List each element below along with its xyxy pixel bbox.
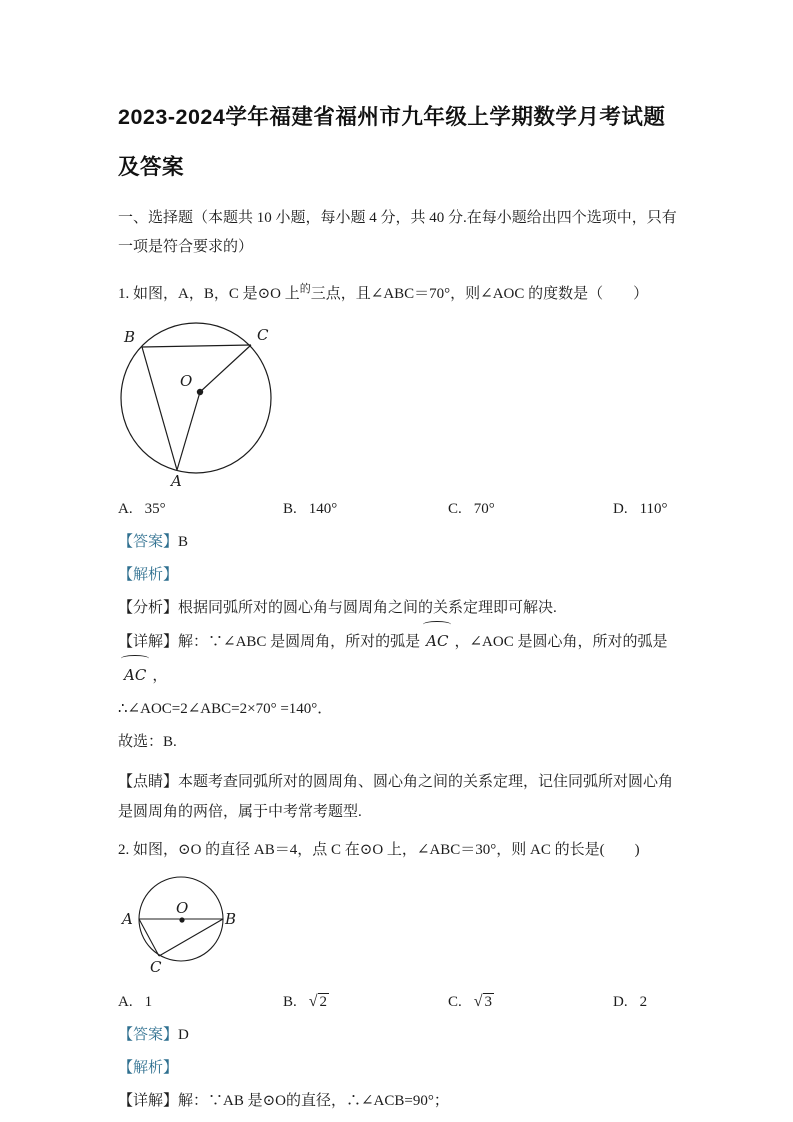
point-label-A: A bbox=[171, 472, 182, 488]
option-value: 2 bbox=[639, 994, 648, 1010]
option-q2-c bbox=[448, 991, 613, 1013]
point-label-C: C bbox=[257, 326, 269, 344]
question-1-stem bbox=[118, 277, 684, 306]
option-q2-b bbox=[283, 991, 448, 1013]
option-value: 140° bbox=[308, 501, 338, 517]
option-q2-d bbox=[613, 991, 684, 1013]
option-label: A. bbox=[118, 501, 133, 517]
radicand: 3 bbox=[484, 994, 493, 1010]
detail-text: ，∠AOC 是圆心角，所对的弧是 bbox=[454, 634, 668, 650]
detail-text: ， bbox=[152, 668, 168, 684]
answer-tag: 【答案】 bbox=[118, 1027, 179, 1043]
q1-analysis-tag-line bbox=[118, 559, 684, 592]
section-heading: 一、选择题（本题共 10 小题，每小题 4 分，共 40 分.在每小题给出四个选项中，只有一项是符合要求的） bbox=[118, 210, 677, 255]
radicand: 2 bbox=[319, 994, 328, 1010]
radical-sign: √ bbox=[473, 993, 483, 1010]
center-dot bbox=[179, 917, 184, 922]
option-q1-d bbox=[613, 498, 684, 520]
option-q1-b bbox=[283, 498, 448, 520]
option-value: 35° bbox=[144, 501, 166, 517]
q1-answer-line bbox=[118, 526, 684, 559]
q2-analysis-tag-line bbox=[118, 1052, 684, 1085]
question-1-stem-pre: 1. 如图，A，B，C 是⊙O 上 bbox=[118, 286, 300, 302]
option-value: 1 bbox=[144, 994, 153, 1010]
q1-analysis-line: 【分析】根据同弧所对的圆心角与圆周角之间的关系定理即可解决. bbox=[118, 600, 557, 616]
detail-text: 【详解】解：∵∠ABC 是圆周角，所对的弧是 bbox=[118, 634, 421, 650]
q1-remark: 【点睛】本题考查同弧所对的圆周角、圆心角之间的关系定理，记住同弧所对圆心角是圆周角的两倍，属于中考常考题型. bbox=[118, 774, 674, 820]
question-1-stem-post: 三点，且∠ABC＝70°，则∠AOC 的度数是（ ） bbox=[310, 286, 649, 302]
center-dot bbox=[197, 389, 203, 395]
arc-AC-notation: AC bbox=[122, 659, 148, 692]
q1-answer-value: B bbox=[178, 534, 189, 550]
circle-diagram-q2 bbox=[118, 870, 238, 983]
option-label: D. bbox=[613, 994, 628, 1010]
sqrt-expression bbox=[474, 994, 494, 1010]
option-q2-a bbox=[118, 991, 283, 1013]
option-q1-c bbox=[448, 498, 613, 520]
option-label: D. bbox=[613, 501, 628, 517]
page-title: 2023-2024学年福建省福州市九年级上学期数学月考试题及答案 bbox=[118, 105, 666, 179]
option-label: B. bbox=[283, 501, 297, 517]
point-label-O: O bbox=[176, 899, 189, 917]
option-q1-a bbox=[118, 498, 283, 520]
question-1-stem-superscript: 的 bbox=[299, 283, 311, 295]
question-2-stem: 2. 如图，⊙O 的直径 AB＝4，点 C 在⊙O 上，∠ABC＝30°，则 AC 的长是( ) bbox=[118, 842, 640, 858]
arc-AC-notation: AC bbox=[424, 625, 450, 658]
question-2-options bbox=[118, 991, 684, 1013]
point-label-B: B bbox=[124, 328, 136, 346]
answer-tag: 【答案】 bbox=[118, 534, 179, 550]
q1-detail-line-2: ∴∠AOC=2∠ABC=2×70° =140°． bbox=[118, 701, 333, 717]
option-label: B. bbox=[283, 994, 297, 1010]
question-1-circle-figure bbox=[118, 318, 684, 488]
q2-answer-value: D bbox=[178, 1027, 189, 1043]
option-value: 110° bbox=[639, 501, 668, 517]
q1-conclusion-line: 故选：B. bbox=[118, 734, 177, 750]
question-2-circle-figure bbox=[118, 870, 684, 983]
q2-detail-line: 【详解】解：∵AB 是⊙O的直径，∴∠ACB=90°； bbox=[118, 1093, 449, 1109]
q2-answer-line bbox=[118, 1019, 684, 1052]
point-label-C: C bbox=[150, 958, 162, 976]
sqrt-expression bbox=[309, 994, 329, 1010]
point-label-O: O bbox=[180, 372, 193, 390]
point-label-A: A bbox=[122, 910, 133, 928]
analysis-tag: 【解析】 bbox=[118, 567, 179, 583]
question-1-options bbox=[118, 498, 684, 520]
option-label: C. bbox=[448, 501, 462, 517]
option-label: C. bbox=[448, 994, 462, 1010]
radical-sign: √ bbox=[308, 993, 318, 1010]
option-label: A. bbox=[118, 994, 133, 1010]
option-value: 70° bbox=[473, 501, 495, 517]
point-label-B: B bbox=[225, 910, 237, 928]
circle-diagram-q1 bbox=[118, 318, 280, 488]
q1-detail-line-1 bbox=[118, 625, 684, 693]
page-content bbox=[118, 92, 684, 1118]
analysis-tag: 【解析】 bbox=[118, 1060, 179, 1076]
